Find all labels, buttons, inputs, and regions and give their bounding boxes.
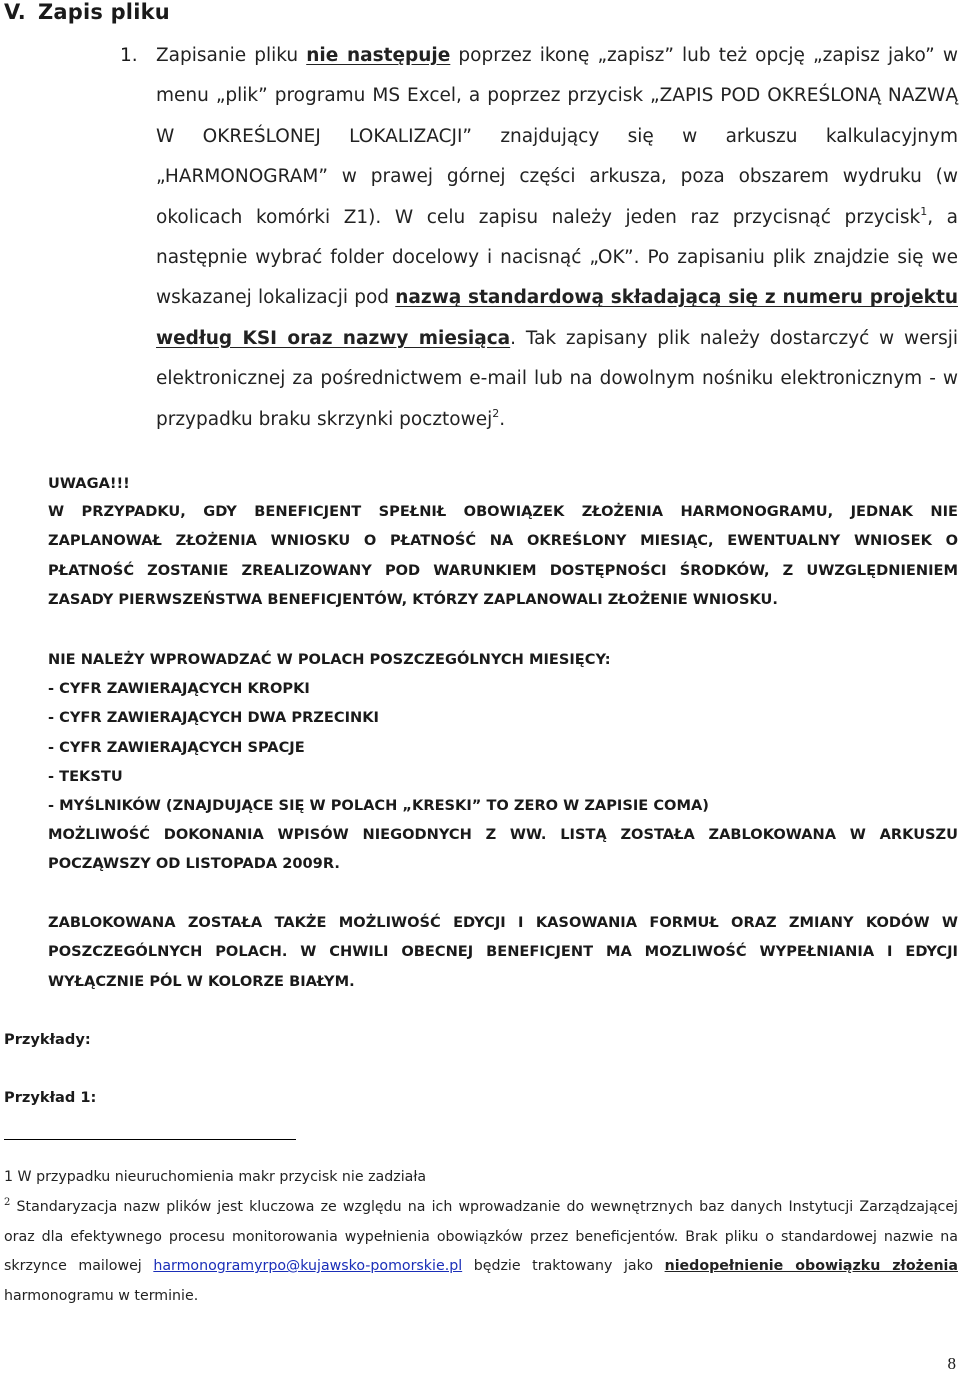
- warning-text: W PRZYPADKU, GDY BENEFICJENT SPEŁNIŁ OBOWIĄZEK ZŁOŻENIA HARMONOGRAMU, JEDNAK NIE ZAPLANOWAŁ ZŁOŻENIA WNIOSKU O PŁATNOŚĆ NA OKREŚLONY MIESIĄC, EWENTUALNY WNIOSEK O PŁATNOŚĆ ZOSTANIE ZREALIZOWANY POD WARUNKIEM DOSTĘPNOŚCI ŚRODKÓW, Z UWZGLĘDNIENIEM ZASADY PIERWSZEŃSTWA BENEFICJENTÓW, KTÓRZY ZAPLANOWALI ZŁOŻENIE WNIOSKU.: [48, 503, 958, 609]
- rules-item: - CYFR ZAWIERAJĄCYCH SPACJE: [48, 739, 305, 756]
- rules-note: MOŻLIWOŚĆ DOKONANIA WPISÓW NIEGODNYCH Z WW. LISTĄ ZOSTAŁA ZABLOKOWANA W ARKUSZU POCZĄWSZY OD LISTOPADA 2009R.: [48, 826, 958, 873]
- footnote-1: 1 W przypadku nieuruchomienia makr przycisk nie zadziała: [4, 1169, 427, 1185]
- footnote-ref-2[interactable]: 2: [492, 406, 500, 420]
- warning-title: UWAGA!!!: [48, 475, 130, 492]
- page-number: 8: [947, 1354, 956, 1373]
- section-title: Zapis pliku: [37, 0, 170, 24]
- footnote-2-number: 2: [4, 1197, 11, 1208]
- emphasis-filename-standard: nazwą standardową składającą się z numeru projektu według KSI oraz nazwy miesiąca: [156, 287, 958, 349]
- blocked-note: ZABLOKOWANA ZOSTAŁA TAKŻE MOŻLIWOŚĆ EDYCJI I KASOWANIA FORMUŁ ORAZ ZMIANY KODÓW W POSZCZEGÓLNYCH POLACH. W CHWILI OBECNEJ BENEFICJENT MA MOZLIWOŚĆ WYPEŁNIANIA I EDYCJI WYŁĄCZNIE PÓL W KOLORZE BIAŁYM.: [48, 914, 958, 990]
- emphasis-not-done: nie następuje: [306, 45, 451, 66]
- footnote-2: [4, 1193, 958, 1311]
- rules-heading: NIE NALEŻY WPROWADZAĆ W POLACH POSZCZEGÓLNYCH MIESIĘCY:: [48, 651, 611, 668]
- section-number: V.: [4, 0, 26, 24]
- section-heading: [4, 0, 170, 24]
- rules-item: - CYFR ZAWIERAJĄCYCH DWA PRZECINKI: [48, 709, 379, 726]
- email-link[interactable]: harmonogramyrpo@kujawsko-pomorskie.pl: [153, 1258, 463, 1275]
- rules-item: - MYŚLNIKÓW (ZNAJDUJĄCE SIĘ W POLACH „KRESKI” TO ZERO W ZAPISIE COMA): [48, 797, 709, 814]
- paragraph-text: , a następnie wybrać folder docelowy i nacisnąć „OK”. Po zapisaniu plik znajdzie się we wskazanej lokalizacji pod: [156, 206, 958, 309]
- rules-item: - CYFR ZAWIERAJĄCYCH KROPKI: [48, 680, 310, 697]
- footnote-emphasis: niedopełnienie obowiązku złożenia: [664, 1258, 958, 1275]
- footnote-ref-1[interactable]: 1: [920, 204, 928, 218]
- paragraph-text: Zapisanie pliku: [156, 45, 307, 66]
- rules-item: - TEKSTU: [48, 768, 123, 785]
- footnote-text: Standaryzacja nazw plików jest kluczowa ze względu na ich wprowadzanie do wewnętrznych baz danych Instytucji Zarządzającej oraz dla efektywnego procesu monitorowania wypełnienia obowiązków przez beneficjentów. Brak pliku o standardowej nazwie na skrzynce mailowej: [4, 1199, 958, 1275]
- example-1-label: Przykład 1:: [4, 1089, 97, 1106]
- paragraph-text: .: [499, 408, 506, 430]
- paragraph-text: poprzez ikonę „zapisz” lub też opcję „zapisz jako” w menu „plik” programu MS Excel, a poprzez przycisk „ZAPIS POD OKREŚLONĄ NAZWĄ W OKREŚLONEJ LOKALIZACJI” znajdujący się w arkuszu kalkulacyjnym „HARMONOGRAM” w prawej górnej części arkusza, poza obszarem wydruku (w okolicach komórki Z1). W celu zapisu należy jeden raz przycisnąć przycisk: [156, 45, 959, 228]
- item-paragraph: [156, 36, 958, 440]
- footnote-text: harmonogramu w terminie.: [4, 1287, 199, 1304]
- footnote-separator: [4, 1139, 296, 1140]
- footnote-text: będzie traktowany jako: [462, 1258, 665, 1275]
- item-number: 1.: [120, 45, 138, 66]
- examples-label: Przykłady:: [4, 1031, 91, 1048]
- paragraph-text: . Tak zapisany plik należy dostarczyć w wersji elektronicznej za pośrednictwem e-mail lub na dowolnym nośniku elektronicznym - w przypadku braku skrzynki pocztowej: [156, 327, 958, 430]
